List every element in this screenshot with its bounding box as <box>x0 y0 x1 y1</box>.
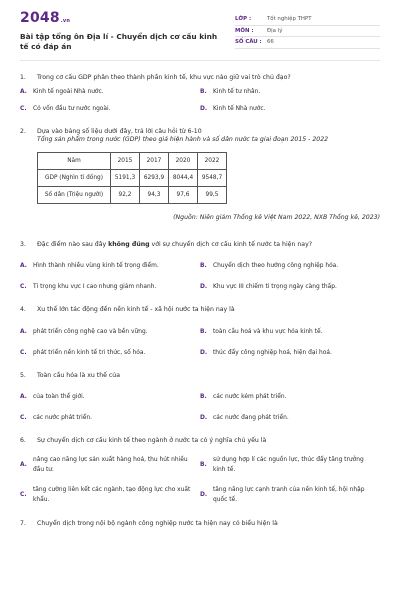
option-letter: C. <box>20 284 27 290</box>
option-text: tăng năng lực cạnh tranh của nền kinh tế, hội nhập quốc tế. <box>213 486 365 503</box>
meta-value: 66 <box>267 39 274 46</box>
table-cell: 97,6 <box>169 186 198 203</box>
option-letter: C. <box>20 491 27 498</box>
question-5 <box>20 372 380 432</box>
option-text: phát triển nền kinh tế tri thức, số hóa. <box>33 349 146 356</box>
header-left <box>20 10 227 58</box>
document-title: Bài tập tổng ôn Địa lí - Chuyển dịch cơ cấu kinh tế có đáp án <box>20 32 218 51</box>
question-text: Sự chuyển dịch cơ cấu kinh tế theo ngành ở nước ta có ý nghĩa chủ yếu là <box>37 437 267 444</box>
option-letter: D. <box>200 284 208 290</box>
option-letter: C. <box>20 415 27 421</box>
question-emphasis: không đúng <box>108 240 150 248</box>
option-letter: B. <box>200 88 207 95</box>
option-letter: B. <box>200 461 207 468</box>
option-a[interactable] <box>20 455 200 475</box>
question-2 <box>20 128 380 221</box>
option-letter: C. <box>20 105 27 112</box>
option-c[interactable] <box>20 414 200 422</box>
header-divider <box>20 60 380 61</box>
option-text: tăng cường liên kết các ngành, tạo động lực cho xuất khẩu. <box>33 486 191 503</box>
question-text: Dựa vào bảng số liệu dưới đây, trả lời câu hỏi từ 6-10 <box>37 127 202 135</box>
option-text: Kinh tế tư nhân. <box>213 88 261 95</box>
document-meta <box>235 10 380 58</box>
question-stem <box>20 241 380 250</box>
table-source: (Nguồn: Niên giám Thống kê Việt Nam 2022, NXB Thống kê, 2023) <box>173 213 380 221</box>
question-number: 2. <box>20 127 26 135</box>
option-d[interactable] <box>200 349 380 357</box>
option-letter: D. <box>200 415 208 421</box>
question-text: Xu thế lớn tác động đến nền kinh tế - xã hội nước ta hiện nay là <box>37 306 235 313</box>
option-d[interactable] <box>200 105 380 113</box>
option-c[interactable] <box>20 349 200 357</box>
option-letter: A. <box>20 328 27 335</box>
option-b[interactable] <box>200 455 380 475</box>
option-letter: A. <box>20 461 27 468</box>
table-header-cell: Năm <box>38 152 111 169</box>
option-b[interactable] <box>200 393 380 401</box>
question-stem <box>20 128 380 137</box>
answer-options <box>20 328 380 366</box>
table-header-row <box>38 152 227 169</box>
table-cell: 9548,7 <box>198 169 227 186</box>
document-header <box>20 0 380 58</box>
option-letter: B. <box>200 328 207 335</box>
option-text: các nước phát triển. <box>33 415 93 421</box>
table-header-cell: 2017 <box>140 152 169 169</box>
option-text: Kinh tế ngoài Nhà nước. <box>33 88 104 95</box>
option-text: Chuyển dịch theo hướng công nghiệp hóa. <box>213 263 339 269</box>
option-c[interactable] <box>20 283 200 291</box>
question-3 <box>20 241 380 301</box>
option-text: nâng cao năng lực sản xuất hàng hoá, thu hút nhiều đầu tư. <box>33 456 188 473</box>
table-cell: 92,2 <box>111 186 140 203</box>
meta-value: Địa lý <box>267 27 283 34</box>
option-b[interactable] <box>200 328 380 336</box>
logo-text: 2048 <box>20 10 60 26</box>
table-row <box>38 186 227 203</box>
option-d[interactable] <box>200 414 380 422</box>
question-stem <box>20 74 380 83</box>
table-cell: 99,5 <box>198 186 227 203</box>
question-number: 5. <box>20 371 26 379</box>
answer-options <box>20 262 380 300</box>
table-row <box>38 169 227 186</box>
option-a[interactable] <box>20 262 200 270</box>
option-text: sử dụng hợp lí các nguồn lực, thúc đẩy tăng trưởng kinh tế. <box>213 456 364 473</box>
option-text: của toàn thế giới. <box>33 394 85 400</box>
question-text-post: với sự chuyển dịch cơ cấu kinh tế nước ta hiện nay? <box>149 240 313 248</box>
table-cell: 5191,3 <box>111 169 140 186</box>
table-caption: Tổng sản phẩm trong nước (GDP) theo giá hiện hành và số dân nước ta giai đoạn 2015 - 2022 <box>37 136 329 143</box>
question-stem <box>20 372 380 381</box>
question-7 <box>20 520 380 529</box>
question-stem <box>20 520 380 529</box>
option-text: Tỉ trọng khu vực I cao nhưng giảm nhanh. <box>33 284 157 290</box>
question-stem <box>20 437 380 446</box>
option-letter: C. <box>20 349 27 356</box>
question-number: 4. <box>20 306 26 313</box>
option-b[interactable] <box>200 88 380 96</box>
question-text <box>37 241 380 250</box>
option-text: phát triển công nghệ cao và bền vững. <box>33 328 148 335</box>
meta-label: LỚP : <box>235 16 252 23</box>
option-letter: D. <box>200 105 208 112</box>
table-cell: 8044,4 <box>169 169 198 186</box>
question-text: Trong cơ cấu GDP phân theo thành phần kinh tế, khu vực nào giữ vai trò chủ đạo? <box>37 74 291 81</box>
question-text-pre: Đặc điểm nào sau đây <box>37 240 109 248</box>
option-a[interactable] <box>20 88 200 96</box>
option-a[interactable] <box>20 393 200 401</box>
option-d[interactable] <box>200 283 380 291</box>
option-text: toàn cầu hoá và khu vực hóa kinh tế. <box>213 328 323 335</box>
question-stem <box>20 306 380 315</box>
site-logo[interactable] <box>20 10 227 29</box>
option-c[interactable] <box>20 105 200 113</box>
meta-label: SỐ CÂU : <box>235 39 262 46</box>
question-number: 3. <box>20 240 26 248</box>
option-a[interactable] <box>20 328 200 336</box>
table-header-cell: 2015 <box>111 152 140 169</box>
table-header-cell: 2020 <box>169 152 198 169</box>
question-6 <box>20 437 380 514</box>
option-c[interactable] <box>20 485 200 505</box>
option-text: các nước đang phát triển. <box>213 415 289 421</box>
table-cell: 6293,9 <box>140 169 169 186</box>
option-text: Khu vực III chiếm tỉ trọng ngày càng thấp. <box>213 284 337 290</box>
question-number: 1. <box>20 74 26 81</box>
option-letter: B. <box>200 394 207 400</box>
question-4 <box>20 306 380 366</box>
data-table <box>37 152 227 204</box>
question-1 <box>20 74 380 122</box>
option-text: Hình thành nhiều vùng kinh tế trọng điểm. <box>33 263 159 269</box>
question-number: 6. <box>20 437 26 444</box>
option-letter: D. <box>200 491 208 498</box>
table-header-cell: 2022 <box>198 152 227 169</box>
logo-suffix: .vn <box>60 18 71 24</box>
question-number: 7. <box>20 519 26 527</box>
option-b[interactable] <box>200 262 380 270</box>
option-letter: A. <box>20 394 27 400</box>
table-row-header: Số dân (Triệu người) <box>38 186 111 203</box>
option-letter: A. <box>20 88 27 95</box>
meta-row-class <box>235 14 380 26</box>
question-text: Toàn cầu hóa là xu thế của <box>37 371 121 379</box>
question-text: Chuyển dịch trong nội bộ ngành công nghiệp nước ta hiện nay có biểu hiện là <box>37 519 278 527</box>
table-row-header: GDP (Nghìn tỉ đồng) <box>38 169 111 186</box>
option-text: Có vốn đầu tư nước ngoài. <box>33 105 111 112</box>
option-letter: A. <box>20 263 27 269</box>
meta-label: MÔN : <box>235 27 254 34</box>
answer-options <box>20 455 380 514</box>
option-letter: B. <box>200 263 207 269</box>
option-d[interactable] <box>200 485 380 505</box>
answer-options <box>20 88 380 122</box>
option-text: các nước kém phát triển. <box>213 394 287 400</box>
option-text: thúc đẩy công nghiệp hoá, hiện đại hoá. <box>213 349 332 356</box>
answer-options <box>20 393 380 431</box>
table-cell: 94,3 <box>140 186 169 203</box>
meta-row-count <box>235 37 380 49</box>
option-letter: D. <box>200 349 208 356</box>
meta-value: Tốt nghiệp THPT <box>267 16 312 23</box>
option-text: Kinh tế Nhà nước. <box>213 105 266 112</box>
meta-row-subject <box>235 26 380 38</box>
